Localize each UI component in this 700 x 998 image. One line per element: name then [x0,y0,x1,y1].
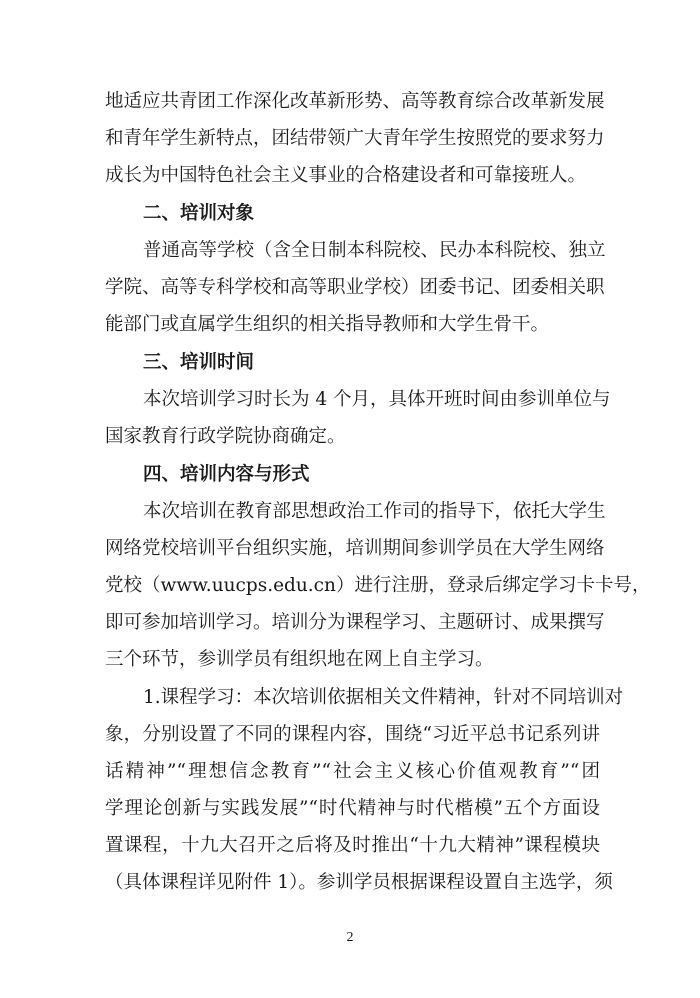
item1-line-3: 话精神”“理想信念教育”“社会主义核心价值观教育”“团 [105,761,600,782]
section-heading-training-content: 四、培训内容与形式 [143,464,310,485]
section4-line-4: 即可参加培训学习。培训分为课程学习、主题研讨、成果撰写 [105,612,605,633]
section2-line-3: 能部门或直属学生组织的相关指导教师和大学生骨干。 [105,314,550,335]
item1-line-6: （具体课程详见附件 1）。参训学员根据课程设置自主选学，须 [105,872,613,893]
item1-line-4: 学理论创新与实践发展”“时代精神与时代楷模”五个方面设 [105,798,600,819]
section4-line-2: 网络党校培训平台组织实施，培训期间参训学员在大学生网络 [105,538,605,559]
intro-line-2: 和青年学生新特点，团结带领广大青年学生按照党的要求努力 [105,128,605,149]
section4-line-1: 本次培训在教育部思想政治工作司的指导下，依托大学生 [143,501,606,522]
section3-line-1: 本次培训学习时长为 4 个月，具体开班时间由参训单位与 [143,389,611,410]
item1-line-5: 置课程，十九大召开之后将及时推出“十九大精神”课程模块 [105,835,600,856]
item1-line-1: 1.课程学习：本次培训依据相关文件精神，针对不同培训对 [143,687,624,708]
section4-line-5: 三个环节，参训学员有组织地在网上自主学习。 [105,649,494,670]
section2-line-2: 学院、高等专科学校和高等职业学校）团委书记、团委相关职 [105,277,605,298]
section2-line-1: 普通高等学校（含全日制本科院校、民办本科院校、独立 [143,240,606,261]
intro-line-1: 地适应共青团工作深化改革新形势、高等教育综合改革新发展 [105,91,605,112]
section-heading-training-targets: 二、培训对象 [143,203,255,224]
section4-line-3: 党校（www.uucps.edu.cn）进行注册，登录后绑定学习卡卡号， [105,575,651,596]
section-heading-training-time: 三、培训时间 [143,352,255,373]
item1-line-2: 象，分别设置了不同的课程内容，围绕“习近平总书记系列讲 [105,724,600,745]
section3-line-2: 国家教育行政学院协商确定。 [105,426,346,447]
page-number: 2 [346,930,354,945]
intro-line-3: 成长为中国特色社会主义事业的合格建设者和可靠接班人。 [105,165,587,186]
